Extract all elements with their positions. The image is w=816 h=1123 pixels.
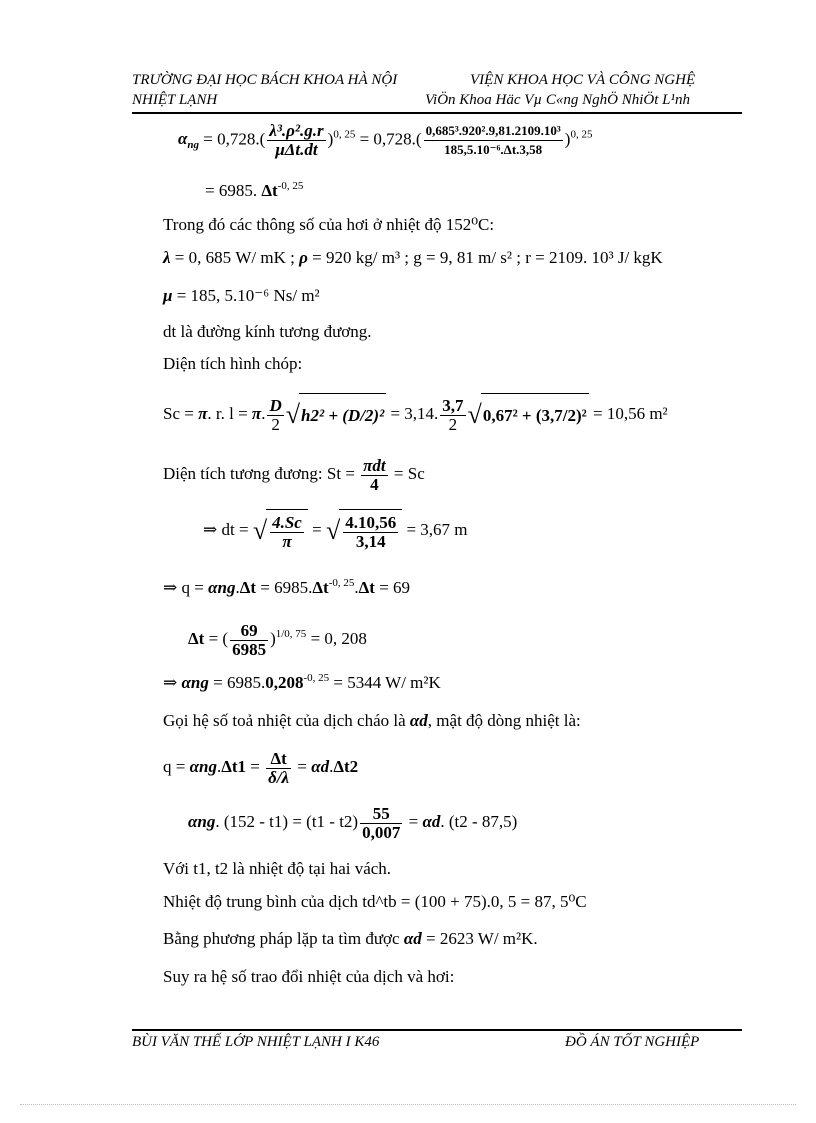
formula-alpha-ng: $\alpha_{ng} = 0,728$.( $\frac{\text{λ³.ρ².g.r}}{\text{μΔt.dt}}$ )$^{0, 25}$ = 0,728.( $\frac{\text{0,685³.920².9,81.2109.10³}}{\text{185,5.10⁻⁶.Δt.3,58}}$ )$^{0, 25}$ bbox=[178, 121, 593, 159]
header-department: NHIỆT LẠNH bbox=[132, 92, 218, 108]
text-cone-area-heading: Diện tích hình chóp: bbox=[163, 354, 303, 373]
text-viscosity: μ = 185, 5.10⁻⁶ Ns/ m² bbox=[163, 286, 320, 305]
formula-heat-balance: q = αng.Δt1 = $\frac{\Delta t}{\delta/\lambda}$ = αd.Δt2 bbox=[163, 748, 359, 787]
footer-rule bbox=[132, 1029, 742, 1031]
formula-cone-area: Sc = π. r. l = π. $\frac{D}{2}$ √h2² + (D/2)² = 3,14. $\frac{3,7}{2}$ √0,67² + (3,7/2)² = 10,56 m² bbox=[163, 392, 668, 436]
text-vapor-values: λ = 0, 685 W/ mK ; ρ = 920 kg/ m³ ; g = 9, 81 m/ s² ; r = 2109. 10³ J/ kgK bbox=[163, 248, 663, 267]
text-conclusion: Suy ra hệ số trao đổi nhiệt của dịch và hơi: bbox=[163, 967, 455, 986]
text-broth-coefficient: Gọi hệ số toả nhiệt của dịch cháo là αd, mật độ dòng nhiệt là: bbox=[163, 711, 581, 730]
text-mean-temperature: Nhiệt độ trung bình của dịch td^tb = (100 + 75).0, 5 = 87, 5⁰C bbox=[163, 892, 587, 911]
formula-delta-t: Δt = ( $\frac{69}{6985}$ )$^{1/0, 75}$ = 0, 208 bbox=[188, 620, 367, 659]
footer-author: BÙI VĂN THẾ LỚP NHIỆT LẠNH I K46 bbox=[132, 1034, 380, 1050]
formula-dt: ⇒ dt = √ $\frac{4.Sc}{\pi}$ = √ $\frac{4.10,56}{3,14}$ = 3,67 m bbox=[203, 508, 468, 552]
header-rule bbox=[132, 112, 742, 114]
text-vapor-params: Trong đó các thông số của hơi ở nhiệt độ 152⁰C: bbox=[163, 215, 495, 234]
formula-heat-flux: ⇒ $q = \alpha ng.\Delta t = 6985.\Delta t^{-0, 25}.\Delta t = 69$ bbox=[163, 577, 411, 597]
page-edge bbox=[20, 1104, 796, 1105]
formula-alpha-ng-result: = 6985. $\Delta t^{-0, 25}$ bbox=[205, 180, 304, 200]
formula-alpha-ng-value: ⇒ $\alpha ng = 6985.0,208^{-0, 25} = 5344$ W/ m²K bbox=[163, 672, 441, 692]
header-institute: VIỆN KHOA HỌC VÀ CÔNG NGHỆ bbox=[470, 72, 696, 88]
footer-title: ĐỒ ÁN TỐT NGHIỆP bbox=[565, 1034, 700, 1050]
text-iteration-result: Bằng phương pháp lặp ta tìm được αd = 2623 W/ m²K. bbox=[163, 929, 538, 948]
text-equivalent-diameter: dt là đường kính tương đương. bbox=[163, 322, 372, 341]
header-school: TRƯỜNG ĐẠI HỌC BÁCH KHOA HÀ NỘI bbox=[132, 72, 398, 88]
header-institute-legacy: ViÖn Khoa Häc Vµ C«ng NghÖ NhiÖt L¹nh bbox=[425, 92, 690, 108]
text-wall-temps: Với t1, t2 là nhiệt độ tại hai vách. bbox=[163, 859, 392, 878]
formula-wall-temperatures: αng. (152 - t1) = (t1 - t2) $\frac{55}{0,007}$ = αd. (t2 - 87,5) bbox=[188, 803, 518, 842]
formula-equivalent-area: Diện tích tương đương: St = $\frac{\text{πdt}}{4}$ = Sc bbox=[163, 455, 425, 494]
